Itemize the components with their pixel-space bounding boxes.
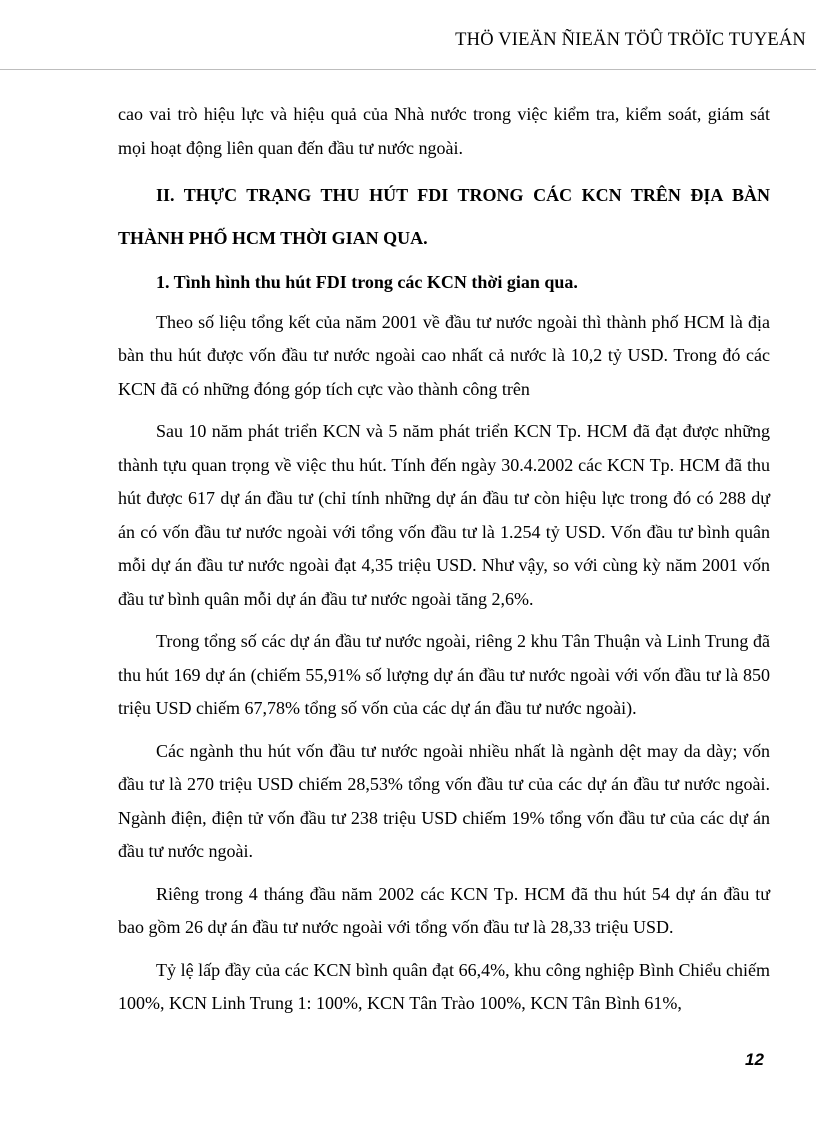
running-header: THÖ VIEÄN ÑIEÄN TÖÛ TRÖÏC TUYEÁN: [455, 30, 806, 50]
paragraph-2: Sau 10 năm phát triển KCN và 5 năm phát triển KCN Tp. HCM đã đạt được những thành tựu quan trọng về việc thu hút. Tính đến ngày 30.4.2002 các KCN Tp. HCM đã thu hút được 617 dự án đầu tư (chỉ tính những dự án đầu tư còn hiệu lực trong đó có 288 dự án có vốn đầu tư nước ngoài với tổng vốn đầu tư là 1.254 tỷ USD. Vốn đầu tư bình quân mỗi dự án đầu tư nước ngoài đạt 4,35 triệu USD. Như vậy, so với cùng kỳ năm 2001 vốn đầu tư bình quân mỗi dự án đầu tư nước ngoài tăng 2,6%.: [118, 421, 770, 609]
page-number: 12: [745, 1050, 764, 1069]
page-body: [118, 98, 770, 1030]
paragraph-1: Theo số liệu tổng kết của năm 2001 về đầu tư nước ngoài thì thành phố HCM là địa bàn thu hút được vốn đầu tư nước ngoài cao nhất cả nước là 10,2 tỷ USD. Trong đó các KCN đã có những đóng góp tích cực vào thành công trên: [118, 311, 770, 399]
intro-paragraph: cao vai trò hiệu lực và hiệu quả của Nhà nước trong việc kiểm tra, kiểm soát, giám sát mọi hoạt động liên quan đến đầu tư nước ngoài.: [118, 104, 770, 158]
header-divider: [0, 69, 816, 70]
section-heading: II. THỰC TRẠNG THU HÚT FDI TRONG CÁC KCN TRÊN ĐỊA BÀN THÀNH PHỐ HCM THỜI GIAN QUA.: [118, 185, 770, 248]
paragraph-5: Riêng trong 4 tháng đầu năm 2002 các KCN Tp. HCM đã thu hút 54 dự án đầu tư bao gồm 26 dự án đầu tư nước ngoài với tổng vốn đầu tư là 28,33 triệu USD.: [118, 883, 770, 937]
paragraph-4: Các ngành thu hút vốn đầu tư nước ngoài nhiều nhất là ngành dệt may da dày; vốn đầu tư là 270 triệu USD chiếm 28,53% tổng vốn đầu tư của các dự án đầu tư nước ngoài. Ngành điện, điện tử vốn đầu tư 238 triệu USD chiếm 19% tổng vốn đầu tư của các dự án đầu tư nước ngoài.: [118, 740, 770, 861]
paragraph-6: Tỷ lệ lấp đầy của các KCN bình quân đạt 66,4%, khu công nghiệp Bình Chiểu chiếm 100%, KCN Linh Trung 1: 100%, KCN Tân Trào 100%, KCN Tân Bình 61%,: [118, 959, 770, 1013]
paragraph-3: Trong tổng số các dự án đầu tư nước ngoài, riêng 2 khu Tân Thuận và Linh Trung đã thu hút 169 dự án (chiếm 55,91% số lượng dự án đầu tư nước ngoài với vốn đầu tư là 850 triệu USD chiếm 67,78% tổng số vốn của các dự án đầu tư nước ngoài).: [118, 631, 770, 718]
subsection-heading: 1. Tình hình thu hút FDI trong các KCN thời gian qua.: [156, 272, 578, 292]
